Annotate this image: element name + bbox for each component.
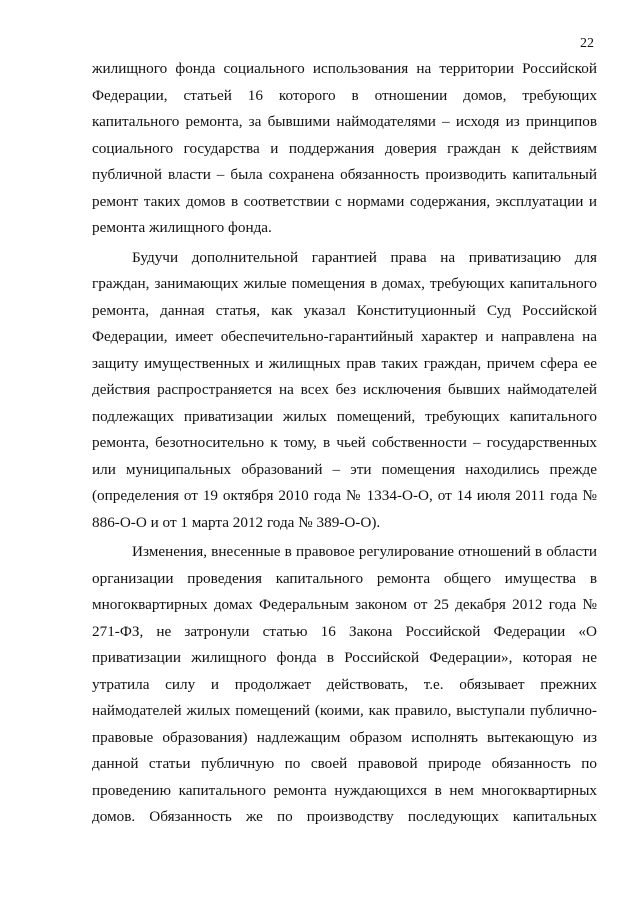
paragraph-guarantee: Будучи дополнительной гарантией права на приватизацию для граждан, занимающих жилые помещения в домах, требующих капитального ремонта, данная статья, как указал Конституционный Суд Российской Федерации, имеет обеспечительно-гарантийный характер и направлена на защиту имущественных и жилищных прав таких граждан, причем сфера ее действия распространяется на всех без исключения бывших наймодателей подлежащих приватизации жилых помещений, требующих капитального ремонта, безотносительно к тому, в чьей собственности – государственных или муниципальных образований – эти помещения находились прежде (определения от 19 октября 2010 года № 1334-О-О, от 14 июля 2011 года № 886-О-О и от 1 марта 2012 года № 389-О-О). — [92, 248, 597, 531]
paragraph-amendments: Изменения, внесенные в правовое регулирование отношений в области организации проведения капитального ремонта общего имущества в многоквартирных домах Федеральным законом от 25 декабря 2012 года № 271-ФЗ, не затронули статью 16 Закона Российской Федерации «О приватизации жилищного фонда в Российской Федерации», которая не утратила силу и продолжает действовать, т.е. обязывает прежних наймодателей жилых помещений (коими, как правило, выступали публично-правовые образования) надлежащим образом исполнять вытекающую из данной статьи публичную по своей правовой природе обязанность по проведению капитального ремонта нуждающихся в нем многоквартирных домов. Обязанность же по производству последующих капитальных — [92, 543, 597, 825]
page-number: 22 — [580, 36, 594, 51]
paragraph-continued: жилищного фонда социального использования на территории Российской Федерации, статьей 16 которого в отношении домов, требующих капитального ремонта, за бывшими наймодателями – исходя из принципов социального государства и поддержания доверия граждан к действиям публичной власти – была сохранена обязанность производить капитальный ремонт таких домов в соответствии с нормами содержания, эксплуатации и ремонта жилищного фонда. — [92, 60, 597, 236]
document-body — [92, 56, 597, 831]
